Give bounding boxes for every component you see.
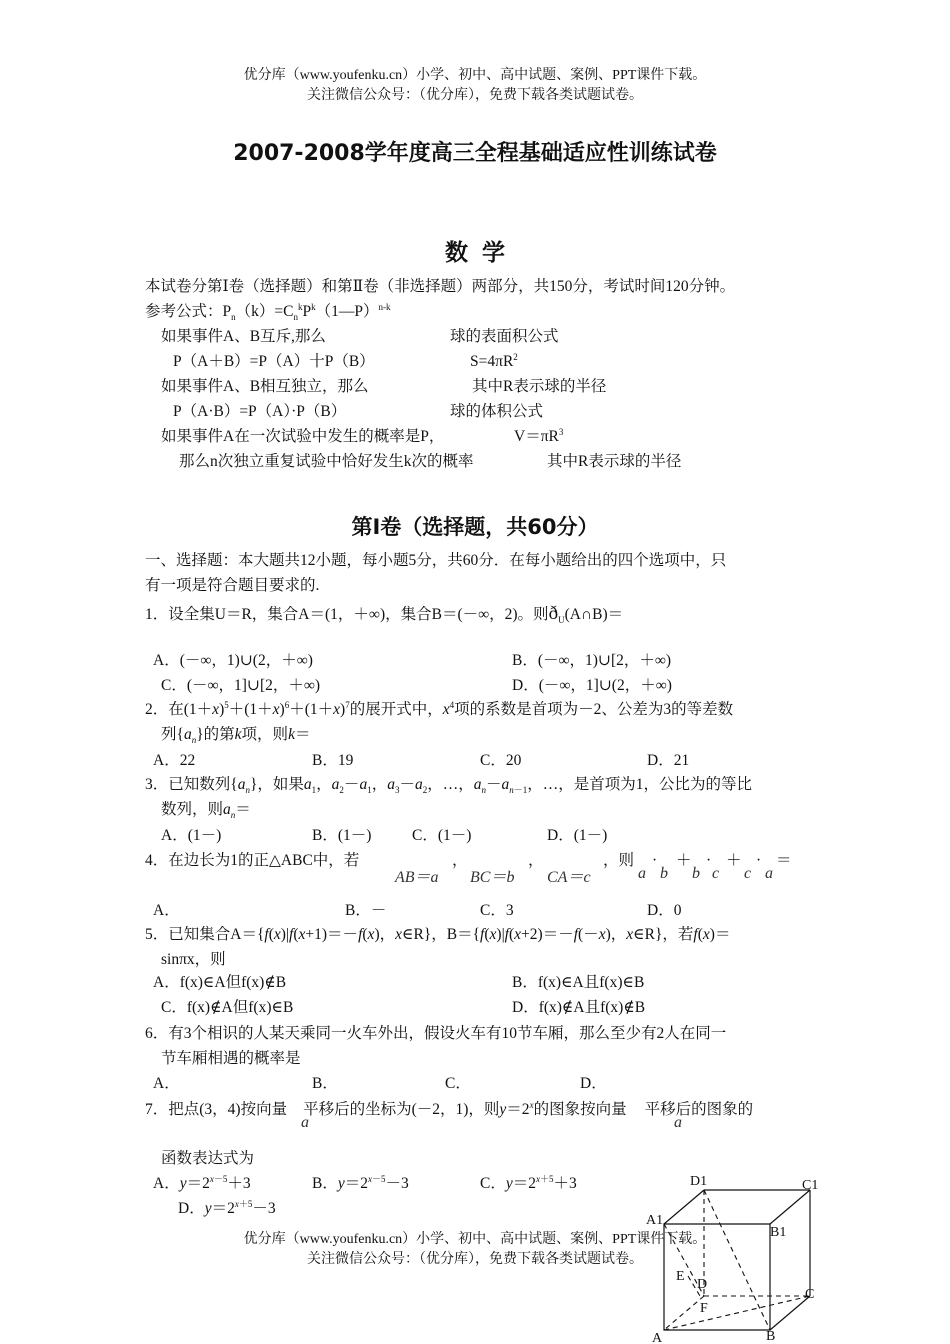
formula-radius-note: 其中R表示球的半径 <box>472 378 607 395</box>
intro-line: 本试卷分第Ⅰ卷（选择题）和第Ⅱ卷（非选择题）两部分，共150分，考试时间120分钟。 <box>145 278 736 295</box>
q5-option-c: C．f(x)∉A但f(x)∈B <box>161 999 294 1016</box>
q6-option-a: A． <box>153 1075 180 1092</box>
label-a1: A1 <box>646 1213 664 1228</box>
question-5: 5．已知集合A＝{f(x)|f(x+1)＝－f(x)，x∈R}，B＝{f(x)|f(x+2)＝－f(－x)，x∈R}，若f(x)＝ <box>145 926 731 943</box>
formula-radius-note-2: 其中R表示球的半径 <box>547 453 682 470</box>
label-f: F <box>700 1301 708 1316</box>
q4-option-d: D．0 <box>647 902 682 919</box>
reference-formula: 参考公式：$P_n(k)=C_n^kP^k(1—P)^{n-k}$ <box>145 301 391 323</box>
q3-option-c: C．(1－) <box>412 827 472 844</box>
formula-probability-2: 那么n次独立重复试验中恰好发生k次的概率 <box>179 453 474 470</box>
q2-option-b: B．19 <box>312 752 354 769</box>
question-7-line-2: 函数表达式为 <box>161 1150 255 1167</box>
formula-mutex-eq: P（A＋B）=P（A）十P（B） <box>173 353 375 370</box>
subject-title: 数学 <box>445 240 519 266</box>
q4-option-c: C．3 <box>480 902 514 919</box>
q4-comma-2: ， <box>528 852 544 869</box>
q4-option-b: B．－ <box>345 902 387 919</box>
formula-sphere-area-label: 球的表面积公式 <box>450 328 559 345</box>
q7-option-c: C．$y=2^{x+5}+3$ <box>480 1173 577 1192</box>
question-6: 6．有3个相识的人某天乘同一火车外出，假设火车有10节车厢，那么至少有2人在同一 <box>145 1025 727 1042</box>
header-line-2: 关注微信公众号：（优分库），免费下载各类试题试卷。 <box>307 88 643 103</box>
question-1: 1．设全集U＝R，集合A＝(1，＋∞)，集合B＝(－∞，2)。则$ð_U(A\cap B)=$ <box>145 603 624 626</box>
q1-option-d: D．(－∞，1]∪(2，＋∞) <box>512 677 672 694</box>
q7-option-b: B．$y=2^{x-5}-3$ <box>312 1173 409 1192</box>
q5-option-b: B．f(x)∈A且f(x)∈B <box>512 974 645 991</box>
q2-option-d: D．21 <box>647 752 690 769</box>
formula-mutex: 如果事件A、B互斥,那么 <box>161 328 326 345</box>
q3-option-d: D．(1－) <box>547 827 608 844</box>
label-b1: B1 <box>770 1225 787 1240</box>
header-line-1: 优分库（www.youfenku.cn）小学、初中、高中试题、案例、PPT课件下载。 <box>243 68 707 83</box>
question-7: 7．把点(3，4)按向量 平移后的坐标为(－2，1)，则$y=2^x$的图象按向量 平移后的图象的 <box>145 1099 754 1118</box>
label-a: A <box>652 1331 663 1344</box>
label-c1: C1 <box>802 1178 819 1193</box>
q7-vector-2: a <box>674 1114 682 1131</box>
q4-vector-ca: CA＝c <box>547 869 591 886</box>
question-2-line-2: 列$\{a_n\}$的第k项，则k＝ <box>161 726 311 746</box>
question-3: 3．已知数列$\{a_n\}$，如果$a_1$，$a_2-a_1$，$a_3-a_2$，…，$a_n-a_{n-1}$，…，是首项为1，公比为的等比 <box>145 776 753 796</box>
label-e: E <box>676 1269 685 1284</box>
label-b: B <box>766 1329 776 1344</box>
q4-vector-ab: AB＝a <box>395 869 439 886</box>
q5-option-a: A．f(x)∈A但f(x)∉B <box>153 974 287 991</box>
formula-indep-eq: P（A·B）=P（A）·P（B） <box>173 403 347 420</box>
q6-option-b: B． <box>312 1075 338 1092</box>
label-c: C <box>805 1287 815 1302</box>
formula-probability: 如果事件A在一次试验中发生的概率是P， <box>161 428 445 445</box>
instructions-line-1: 一、选择题：本大题共12小题，每小题5分，共60分．在每小题给出的四个选项中，只 <box>145 552 727 569</box>
question-2: 2．在$(1+x)^5+(1+x)^6+(1+x)^7$的展开式中，$x^4$项的系数是首项为－2、公差为3的等差数 <box>145 699 734 718</box>
q4-option-a: A． <box>153 902 180 919</box>
q5-option-d: D．f(x)∉A且f(x)∉B <box>512 999 646 1016</box>
q2-option-c: C．20 <box>480 752 522 769</box>
formula-sphere-volume-label: 球的体积公式 <box>450 403 544 420</box>
formula-indep: 如果事件A、B相互独立，那么 <box>161 378 369 395</box>
q6-option-c: C． <box>445 1075 471 1092</box>
q2-option-a: A．22 <box>153 752 196 769</box>
section-heading: 第I卷（选择题，共60分） <box>351 515 599 539</box>
question-6-line-2: 节车厢相遇的概率是 <box>161 1050 301 1067</box>
label-d1: D1 <box>690 1174 708 1189</box>
q7-option-d: D．$y=2^{x+5}-3$ <box>178 1198 276 1217</box>
q1-option-c: C．(－∞，1]∪[2，＋∞) <box>161 677 321 694</box>
question-4: 4．在边长为1的正△ABC中，若 <box>145 852 360 869</box>
footer-line-2: 关注微信公众号：（优分库），免费下载各类试题试卷。 <box>307 1252 643 1267</box>
instructions-line-2: 有一项是符合题目要求的. <box>145 577 320 594</box>
q4-comma-1: ， <box>452 852 468 869</box>
footer-line-1: 优分库（www.youfenku.cn）小学、初中、高中试题、案例、PPT课件下载。 <box>243 1232 707 1247</box>
q3-option-a: A．(1－) <box>161 827 222 844</box>
formula-sphere-volume: $V=\pi R^3$ <box>514 426 564 445</box>
page-title: 2007-2008学年度高三全程基础适应性训练试卷 <box>233 141 717 166</box>
q4-vector-bc: BC＝b <box>470 869 515 886</box>
question-5-line-2: sinπx，则 <box>161 951 226 968</box>
question-3-line-2: 数列，则$a_n=$ <box>161 801 251 821</box>
formula-sphere-area: $S=4\pi R^2$ <box>470 351 518 370</box>
q7-option-a: A．$y=2^{x-5}+3$ <box>153 1173 251 1192</box>
q6-option-d: D． <box>580 1075 607 1092</box>
q1-option-a: A．(－∞，1)∪(2，＋∞) <box>153 652 313 669</box>
q4-then: ，则 <box>603 852 635 869</box>
q7-vector-1: a <box>301 1114 309 1131</box>
q3-option-b: B．(1－) <box>312 827 372 844</box>
label-d: D <box>697 1277 708 1292</box>
reference-label: 参考公式： <box>145 303 223 320</box>
q1-option-b: B．(－∞，1)∪[2，＋∞) <box>512 652 672 669</box>
